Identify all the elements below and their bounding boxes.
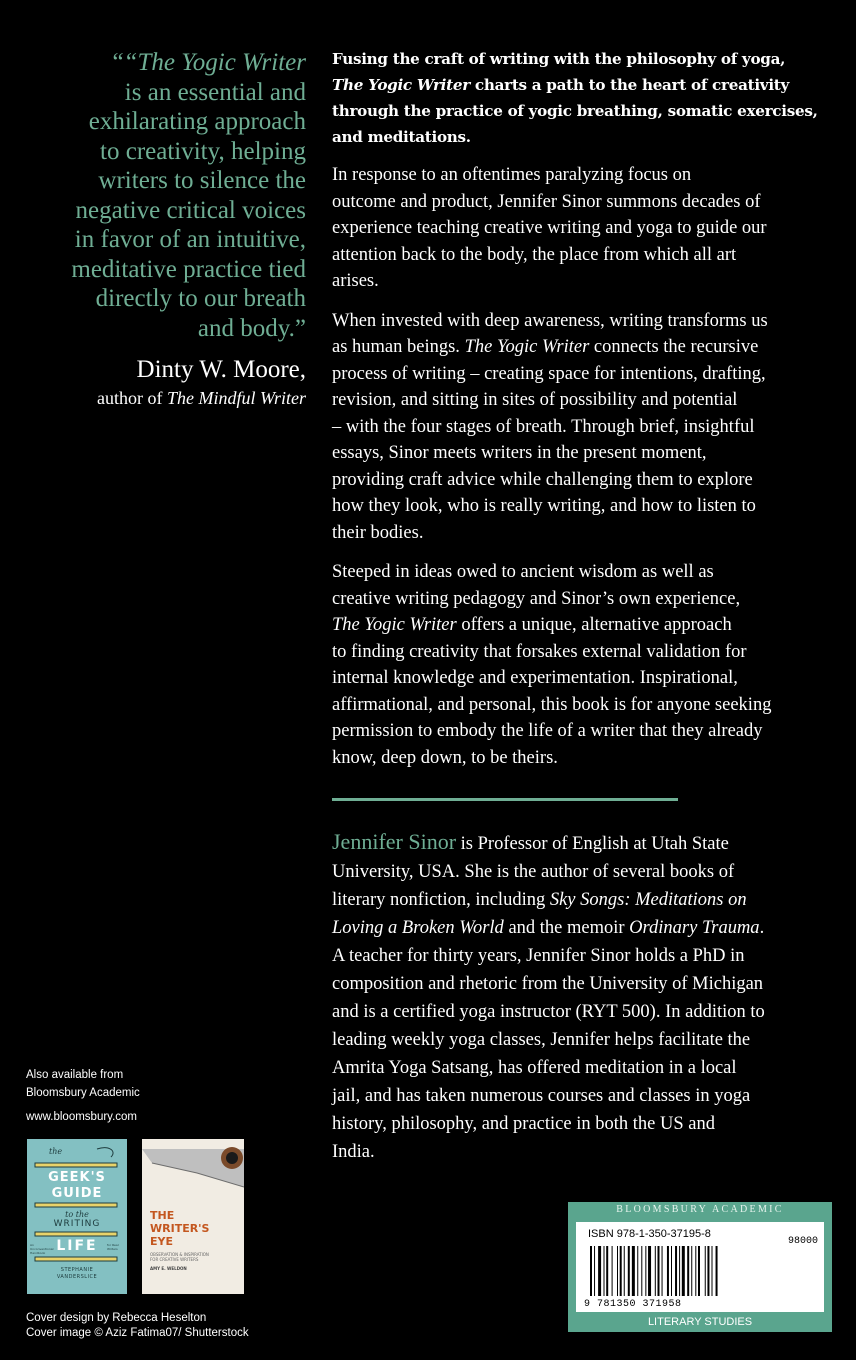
- pencil-icon: [35, 1257, 117, 1261]
- headline-line: Fusing the craft of writing with the philosophy of yoga,: [332, 50, 786, 68]
- book1-to: to the: [65, 1210, 89, 1219]
- barcode-bar: [606, 1246, 608, 1296]
- barcode-bar: [598, 1246, 601, 1296]
- endorser-role-prefix: author of: [97, 388, 167, 408]
- para-text: connects the recursive: [589, 337, 759, 357]
- quote-title: “The Yogic Writer: [123, 49, 306, 76]
- book1-side-right: for Real Writers: [107, 1243, 119, 1251]
- book-title: Loving a Broken World: [332, 918, 504, 938]
- barcode-bar: [620, 1246, 622, 1296]
- para-line: providing craft advice while challenging them to explore: [332, 469, 753, 490]
- para-line: revision, and sitting in sites of possibility and potential: [332, 390, 738, 410]
- bio-line: leading weekly yoga classes, Jennifer helps facilitate the: [332, 1030, 751, 1050]
- endorser-role: [97, 388, 306, 409]
- quote-line: to creativity, helping: [100, 137, 306, 165]
- bio-line: and is a certified yoga instructor (RYT 500). In addition to: [332, 1002, 765, 1022]
- paragraph-2: [332, 308, 822, 547]
- isbn-label: ISBN 978-1-350-37195-8: [588, 1228, 711, 1240]
- author-bio: [332, 828, 832, 1166]
- bio-line: composition and rhetoric from the University of Michigan: [332, 974, 764, 994]
- para-line: Steeped in ideas owed to ancient wisdom as well as: [332, 562, 714, 582]
- para-line: creative writing pedagogy and Sinor’s own experience,: [332, 588, 741, 609]
- barcode-bar: [712, 1246, 713, 1296]
- barcode-bar: [655, 1246, 656, 1296]
- quote-line: meditative practice tied: [71, 255, 306, 283]
- para-line: their bodies.: [332, 522, 424, 543]
- barcode-bar: [590, 1246, 592, 1296]
- quote-line: directly to our breath: [95, 285, 306, 312]
- quote-line: and body.”: [197, 314, 306, 342]
- also-line: Also available from: [26, 1069, 124, 1081]
- barcode-bar: [679, 1246, 680, 1296]
- headline-line: and meditations.: [332, 128, 471, 146]
- quote-line: is an essential and: [124, 78, 306, 106]
- quote-line: exhilarating approach: [88, 108, 306, 135]
- para-text: as human beings.: [332, 337, 465, 357]
- website-link: www.bloomsbury.com: [26, 1111, 137, 1123]
- para-line: In response to an oftentimes paralyzing focus on: [332, 165, 692, 185]
- barcode-bar: [604, 1246, 605, 1296]
- bio-line: A teacher for thirty years, Jennifer Sinor holds a PhD in: [332, 946, 745, 966]
- barcode-bar: [675, 1246, 677, 1296]
- endorser-name: Dinty W. Moore,: [136, 356, 306, 383]
- bio-text: .: [759, 918, 765, 938]
- book1-title-3: WRITING: [53, 1219, 101, 1229]
- also-available: [26, 1066, 140, 1102]
- para-line: outcome and product, Jennifer Sinor summons decades of: [332, 191, 761, 212]
- barcode-bar: [641, 1246, 642, 1296]
- quote-line: ““The Yogic Writer: [112, 49, 306, 76]
- endorsement-quote: [6, 48, 306, 343]
- para-line: [332, 334, 822, 361]
- author-name: Jennifer Sinor: [332, 829, 457, 854]
- headline-line: [332, 72, 822, 98]
- para-line: experience teaching creative writing and yoga to guide our: [332, 218, 767, 238]
- pencil-icon: [35, 1203, 117, 1207]
- book1-author-1: STEPHANIE: [60, 1267, 94, 1273]
- headline-line: through the practice of yogic breathing, somatic exercises,: [332, 102, 818, 120]
- book2-author: AMY E. WELDON: [150, 1266, 187, 1271]
- category-label: LITERARY STUDIES: [647, 1316, 753, 1328]
- barcode-bar: [671, 1246, 672, 1296]
- also-line: Bloomsbury Academic: [26, 1087, 140, 1099]
- barcode-panel: [568, 1202, 832, 1332]
- barcode-bar: [705, 1246, 706, 1296]
- bio-line: India.: [332, 1142, 375, 1162]
- isbn-number: 9 781350 371958: [584, 1299, 682, 1310]
- book2-subtitle-1: OBSERVATION & INSPIRATION: [150, 1252, 209, 1257]
- barcode-bar: [617, 1246, 618, 1296]
- pencil-icon: [35, 1163, 117, 1167]
- divider-rule: [332, 798, 678, 801]
- book1-the: the: [49, 1147, 63, 1156]
- headline: [332, 46, 822, 150]
- barcode-area: [576, 1222, 824, 1312]
- bio-line: [332, 886, 832, 914]
- endorser: [97, 356, 306, 409]
- para-line: [332, 612, 822, 639]
- barcode-bar: [612, 1246, 613, 1296]
- cover-credits: [26, 1311, 249, 1341]
- para-line: – with the four stages of breath. Through brief, insightful: [332, 416, 755, 437]
- book1-title-4: LIFE: [56, 1238, 98, 1254]
- book-title: Ordinary Trauma: [629, 918, 760, 938]
- para-line: essays, Sinor meets writers in the present moment,: [332, 443, 707, 463]
- para-text: offers a unique, alternative approach: [456, 615, 732, 635]
- barcode-bar: [707, 1246, 709, 1296]
- book1-title-2: GUIDE: [51, 1186, 103, 1201]
- para-line: permission to embody the life of a writer that they already: [332, 721, 763, 741]
- barcode-bar: [695, 1246, 696, 1296]
- para-line: When invested with deep awareness, writing transforms us: [332, 310, 768, 331]
- bio-line: Amrita Yoga Satsang, has offered meditation in a local: [332, 1058, 737, 1078]
- pencil-icon: [35, 1232, 117, 1236]
- headline-title: The Yogic Writer: [332, 76, 470, 94]
- credit-line: Cover image © Aziz Fatima07/ Shutterstock: [26, 1327, 249, 1339]
- credit-line: Cover design by Rebecca Heselton: [26, 1312, 207, 1324]
- book2-subtitle-2: FOR CREATIVE WRITERS: [150, 1257, 199, 1262]
- para-line: how they look, who is really writing, and how to listen to: [332, 496, 756, 516]
- book2-title-3: EYE: [150, 1235, 173, 1248]
- book1-author-2: VANDERSLICE: [56, 1274, 98, 1280]
- publisher-name: BLOOMSBURY ACADEMIC: [616, 1204, 784, 1215]
- barcode-bar: [594, 1246, 595, 1296]
- bio-line: [332, 828, 832, 858]
- bio-text: is Professor of English at Utah State: [456, 834, 729, 854]
- book-title: The Yogic Writer: [332, 615, 457, 635]
- barcode-bar: [637, 1246, 638, 1296]
- book-cover-geeks-guide: [27, 1139, 127, 1294]
- barcode-bar: [682, 1246, 685, 1296]
- barcode-bar: [698, 1246, 700, 1296]
- barcode-bar: [667, 1246, 669, 1296]
- book2-title-2: WRITER'S: [150, 1222, 210, 1235]
- book-title: Sky Songs: Meditations on: [549, 890, 747, 910]
- barcode-bar: [662, 1246, 663, 1296]
- barcode-bar: [648, 1246, 651, 1296]
- paragraph-3: [332, 559, 822, 771]
- barcode-bar: [658, 1246, 660, 1296]
- barcode-bar: [687, 1246, 689, 1296]
- book2-title-1: THE: [150, 1209, 175, 1222]
- paragraph-1: [332, 162, 822, 295]
- barcode-bar: [624, 1246, 625, 1296]
- para-line: to finding creativity that forsakes external validation for: [332, 641, 747, 662]
- para-line: internal knowledge and experimentation. Inspirational,: [332, 668, 738, 688]
- bio-text: and the memoir: [503, 918, 630, 938]
- barcode-bar: [632, 1246, 635, 1296]
- para-line: affirmational, and personal, this book is for anyone seeking: [332, 694, 772, 715]
- barcode-bar: [645, 1246, 646, 1296]
- barcode-bar: [691, 1246, 692, 1296]
- para-line: know, deep down, to be theirs.: [332, 747, 558, 768]
- headline-line-rest: charts a path to the heart of creativity: [469, 76, 790, 94]
- bio-text: literary nonfiction, including: [332, 890, 550, 910]
- book-cover-writers-eye: [142, 1139, 244, 1294]
- bio-line: [332, 914, 832, 942]
- book-title: The Yogic Writer: [464, 337, 590, 357]
- quote-line: negative critical voices: [75, 196, 306, 224]
- bio-line: history, philosophy, and practice in both the US and: [332, 1114, 715, 1134]
- quote-line: writers to silence the: [98, 167, 306, 194]
- price-code: 98000: [787, 1236, 818, 1247]
- para-line: arises.: [332, 271, 379, 291]
- quote-line: in favor of an intuitive,: [74, 226, 306, 253]
- main-blurb: [332, 46, 822, 784]
- para-line: attention back to the body, the place from which all art: [332, 244, 737, 265]
- para-line: process of writing – creating space for intentions, drafting,: [332, 363, 766, 384]
- book1-side-left: An Unconventional Handbook: [30, 1243, 54, 1255]
- barcode-bar: [628, 1246, 630, 1296]
- barcode-bar: [716, 1246, 718, 1296]
- bio-line: jail, and has taken numerous courses and classes in yoga: [332, 1086, 751, 1106]
- book1-title-1: GEEK'S: [48, 1170, 106, 1185]
- bio-line: University, USA. She is the author of several books of: [332, 862, 735, 882]
- endorser-book-title: The Mindful Writer: [167, 388, 306, 408]
